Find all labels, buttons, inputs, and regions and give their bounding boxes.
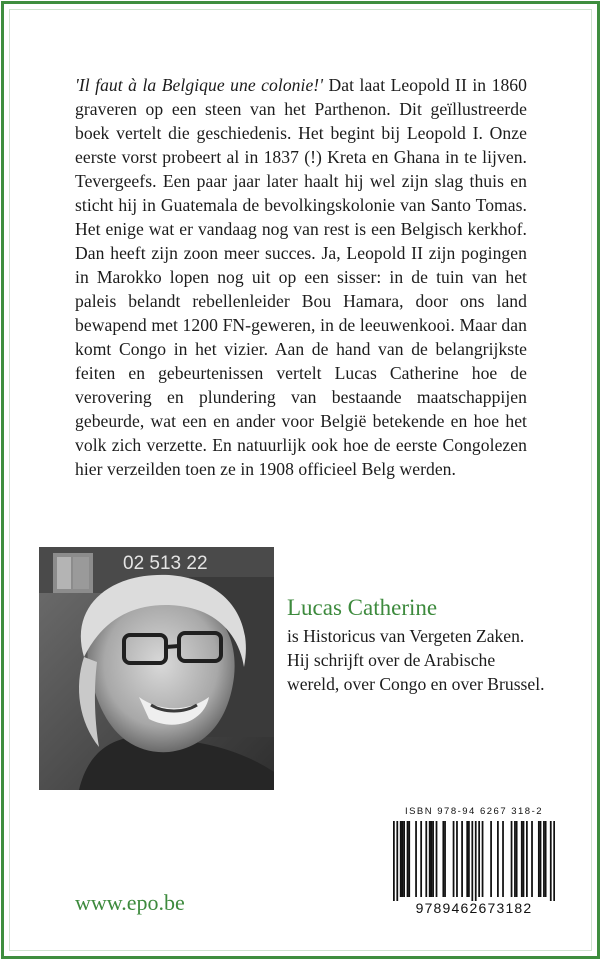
author-name: Lucas Catherine — [287, 595, 438, 620]
barcode-bar — [407, 821, 409, 897]
barcode-bar — [490, 821, 492, 897]
barcode-bar — [531, 821, 533, 897]
barcode-bar — [475, 821, 477, 901]
barcode-bar — [482, 821, 484, 897]
isbn-digits: 9789462673182 — [415, 900, 533, 916]
barcode-bar — [396, 821, 398, 901]
barcode-bar — [523, 821, 525, 897]
isbn-barcode-block — [393, 804, 555, 922]
barcode-bar — [468, 821, 470, 897]
barcode-bar — [540, 821, 542, 897]
barcode-bar — [444, 821, 446, 897]
barcode-bar — [429, 821, 431, 897]
barcode-bar — [436, 821, 438, 897]
barcode — [393, 821, 555, 901]
author-block — [287, 594, 547, 696]
barcode-bar — [502, 821, 504, 897]
barcode-bar — [478, 821, 480, 897]
blurb-text — [75, 73, 527, 481]
barcode-bar — [521, 821, 523, 897]
barcode-bar — [514, 821, 516, 897]
publisher-website-link[interactable]: www.epo.be — [75, 890, 185, 915]
isbn-label: ISBN 978-94 6267 318-2 — [404, 806, 544, 817]
barcode-bar — [543, 821, 545, 897]
blurb-body: Dat laat Leopold II in 1860 graveren op een steen van het Parthenon. Dit geïllustreerde boek vertelt die geschiedenis. Het begint bij Leopold I. Onze eerste vorst probeert al in 1837 (!) Kreta en Ghana in te lijven. Tevergeefs. Een paar jaar later haalt hij wel zijn slag thuis en sticht hij in Guatemala de bevolkingskolonie van Santo Tomas. Het enige wat er vandaag nog van rest is een Belgisch kerkhof. Dan heeft zijn zoon meer succes. Ja, Leopold II zijn pogingen in Marokko lopen nog uit op een sisser: in de tuin van het paleis belandt rebellenleider Bou Hamara, door ons land bewapend met 1200 FN-geweren, in de leeuwenkooi. Maar dan komt Congo in het vizier. Aan de hand van de belangrijkste feiten en gebeurtenissen vertelt Lucas Catherine hoe de verovering en plundering van bestaande maatschappijen gebeurde, wat een en ander voor België betekende en hoe het volk zich verzette. En natuurlijk ook hoe de eerste Congolezen hier verzeilden toen ze in 1908 officieel Belg werden. — [75, 75, 527, 479]
barcode-bar — [408, 821, 410, 897]
author-bio: is Historicus van Vergeten Zaken. Hij schrijft over de Arabische wereld, over Congo en over Brussel. — [287, 626, 545, 694]
author-photo — [39, 547, 274, 790]
photo-sign-text: 02 513 22 — [123, 553, 208, 574]
barcode-bar — [431, 821, 433, 897]
barcode-bar — [516, 821, 518, 897]
blurb-quote: 'Il faut à la Belgique une colonie!' — [75, 75, 324, 95]
barcode-bar — [497, 821, 499, 897]
barcode-bar — [432, 821, 434, 897]
barcode-bar — [526, 821, 528, 897]
barcode-bar — [538, 821, 540, 897]
barcode-bar — [403, 821, 405, 897]
barcode-bar — [456, 821, 458, 897]
barcode-bar — [442, 821, 444, 897]
barcode-bar — [453, 821, 455, 897]
barcode-bar — [461, 821, 463, 897]
barcode-bar — [545, 821, 547, 897]
barcode-bar — [471, 821, 473, 901]
barcode-bar — [425, 821, 427, 897]
barcode-bar — [393, 821, 395, 901]
barcode-bar — [550, 821, 552, 901]
barcode-bar — [420, 821, 422, 897]
barcode-bar — [466, 821, 468, 897]
barcode-bar — [415, 821, 417, 897]
barcode-bar — [553, 821, 555, 901]
barcode-bar — [402, 821, 404, 897]
barcode-bar — [400, 821, 402, 897]
barcode-bar — [511, 821, 513, 897]
